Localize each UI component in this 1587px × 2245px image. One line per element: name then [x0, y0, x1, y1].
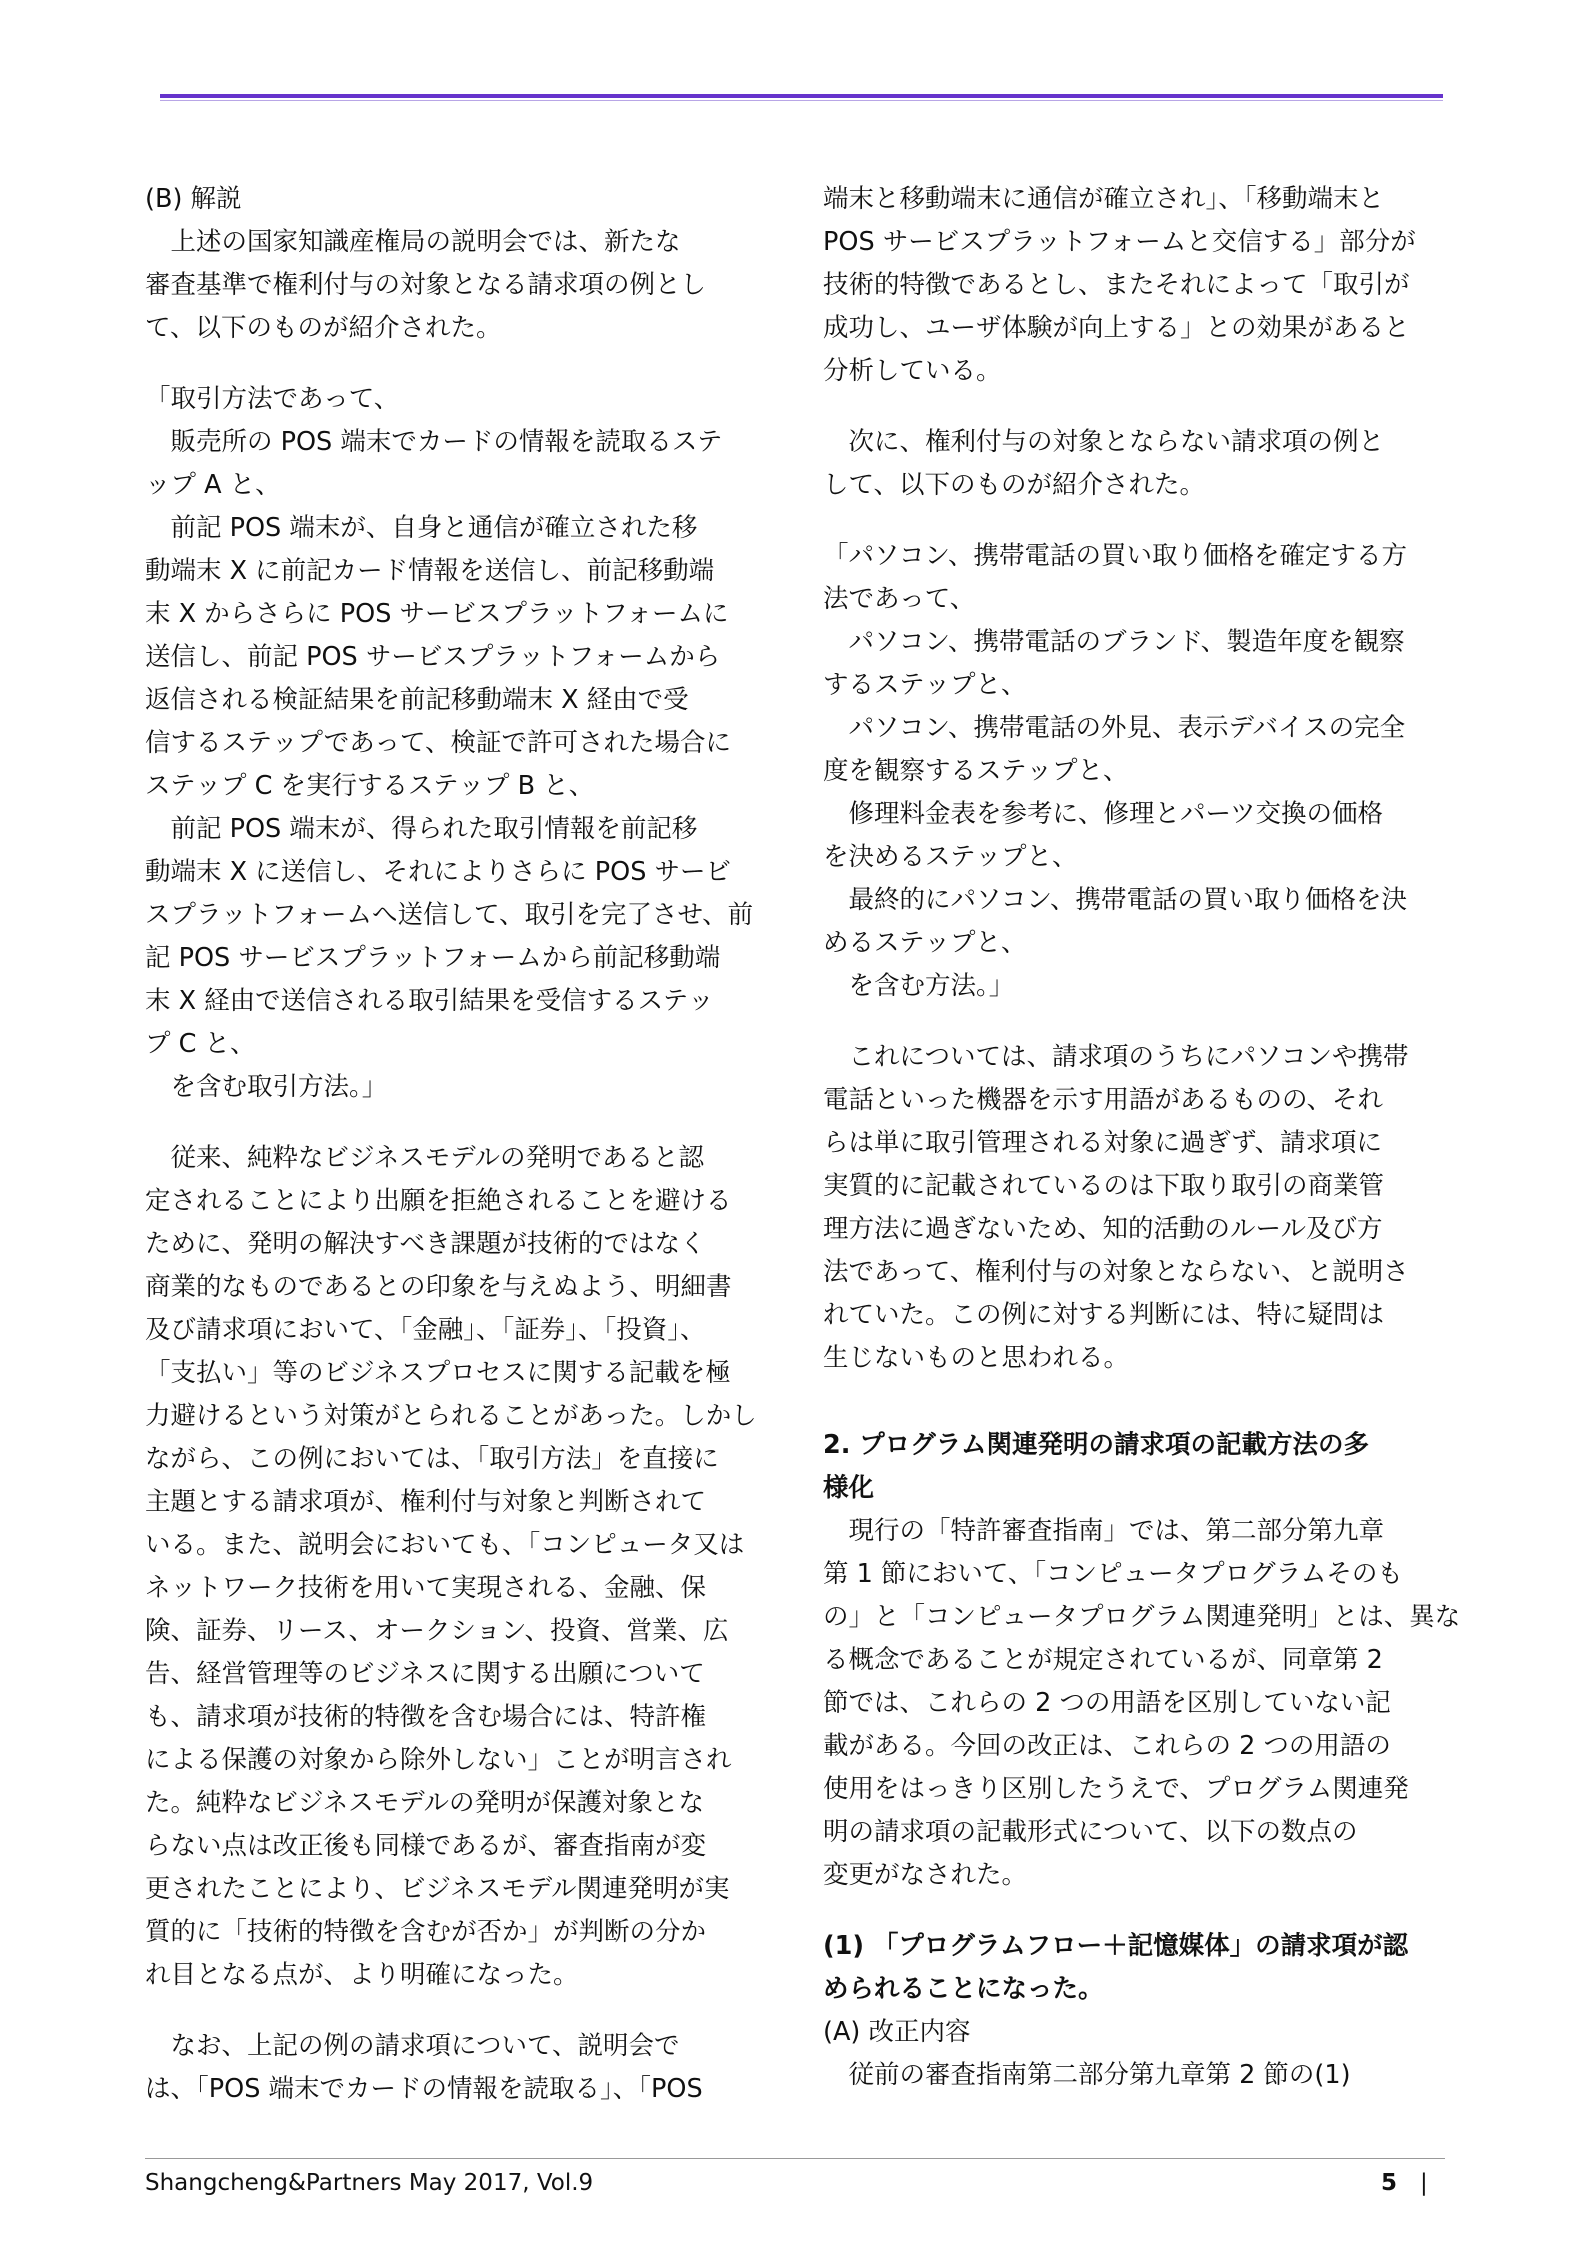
paragraph-line: ために、発明の解決すべき課題が技術的ではなく	[145, 1229, 706, 1259]
paragraph-line: 審査基準で権利付与の対象となる請求項の例とし	[145, 270, 707, 300]
claim-line: を含む取引方法。」	[145, 1072, 388, 1102]
paragraph-line: これについては、請求項のうちにパソコンや携帯	[823, 1042, 1409, 1072]
paragraph-line: 成功し、ユーザ体験が向上する」との効果があると	[823, 313, 1410, 343]
section-heading: (B) 解説	[145, 184, 242, 214]
page-number: 5	[1381, 2170, 1398, 2196]
claim-line: 販売所の POS 端末でカードの情報を読取るステ	[145, 427, 723, 457]
footer-separator: |	[1420, 2170, 1428, 2196]
subsection-heading: められることになった。	[823, 1974, 1104, 2004]
paragraph-line: 険、証券、リース、オークション、投資、営業、広	[145, 1616, 729, 1646]
paragraph-line: 載がある。今回の改正は、これらの 2 つの用語の	[823, 1731, 1391, 1761]
paragraph-line: 理方法に過ぎないため、知的活動のルール及び方	[823, 1214, 1383, 1244]
claim-line: 「取引方法であって、	[145, 384, 400, 414]
right-column	[823, 178, 1461, 2097]
subsection-heading: (1) 「プログラムフロー＋記憶媒体」の請求項が認	[823, 1931, 1409, 1961]
paragraph-line: 使用をはっきり区別したうえで、プログラム関連発	[823, 1774, 1409, 1804]
left-column	[145, 178, 765, 2111]
paragraph-line: 明の請求項の記載形式について、以下の数点の	[823, 1817, 1358, 1847]
paragraph-line: 更されたことにより、ビジネスモデル関連発明が実	[145, 1874, 730, 1904]
paragraph-line: も、請求項が技術的特徴を含む場合には、特許権	[145, 1702, 707, 1732]
paragraph-line: 第 1 節において、「コンピュータプログラムそのも	[823, 1559, 1403, 1589]
subsection-heading: (A) 改正内容	[823, 2017, 971, 2047]
claim-line: 度を観察するステップと、	[823, 756, 1129, 786]
paragraph-line: 端末と移動端末に通信が確立され」、「移動端末と	[823, 184, 1385, 214]
claim-line: 末 X からさらに POS サービスプラットフォームに	[145, 599, 729, 629]
paragraph-line: は、「POS 端末でカードの情報を読取る」、「POS	[145, 2074, 703, 2104]
paragraph-line: て、以下のものが紹介された。	[145, 313, 502, 343]
paragraph-line: による保護の対象から除外しない」ことが明言され	[145, 1745, 732, 1775]
paragraph-line: の」と「コンピュータプログラム関連発明」とは、異な	[823, 1602, 1461, 1632]
footer-publication: Shangcheng&Partners May 2017, Vol.9	[145, 2170, 594, 2196]
paragraph-line: 質的に「技術的特徴を含むが否か」が判断の分か	[145, 1917, 707, 1947]
claim-line: ップ A と、	[145, 470, 281, 500]
paragraph-line: 従来、純粋なビジネスモデルの発明であると認	[145, 1143, 704, 1173]
paragraph-line: 分析している。	[823, 356, 1002, 386]
paragraph-line: 節では、これらの 2 つの用語を区別していない記	[823, 1688, 1391, 1718]
section-heading: 2. プログラム関連発明の請求項の記載方法の多	[823, 1430, 1370, 1460]
claim-line: するステップと、	[823, 670, 1027, 700]
paragraph-line: る概念であることが規定されているが、同章第 2	[823, 1645, 1383, 1675]
header-rule	[160, 94, 1443, 98]
paragraph-line: れ目となる点が、より明確になった。	[145, 1960, 579, 1990]
claim-line: 法であって、	[823, 584, 976, 614]
section-heading: 様化	[823, 1473, 875, 1503]
claim-line: 最終的にパソコン、携帯電話の買い取り価格を決	[823, 885, 1407, 915]
claim-line: 前記 POS 端末が、自身と通信が確立された移	[145, 513, 698, 543]
claim-line: パソコン、携帯電話のブランド、製造年度を観察	[823, 627, 1405, 657]
paragraph-line: いる。また、説明会においても、「コンピュータ又は	[145, 1530, 745, 1560]
paragraph-line: 電話といった機器を示す用語があるものの、それ	[823, 1085, 1383, 1115]
paragraph-line: 定されることにより出願を拒絶されることを避ける	[145, 1186, 732, 1216]
claim-line: 前記 POS 端末が、得られた取引情報を前記移	[145, 814, 698, 844]
paragraph-line: ネットワーク技術を用いて実現される、金融、保	[145, 1573, 707, 1603]
footer-rule	[145, 2158, 1445, 2159]
paragraph-line: 現行の「特許審査指南」では、第二部分第九章	[823, 1516, 1385, 1546]
paragraph-line: 及び請求項において、「金融」、「証券」、「投資」、	[145, 1315, 706, 1345]
claim-line: 返信される検証結果を前記移動端末 X 経由で受	[145, 685, 689, 715]
paragraph-line: れていた。この例に対する判断には、特に疑問は	[823, 1300, 1385, 1330]
paragraph-line: 法であって、権利付与の対象とならない、と説明さ	[823, 1257, 1409, 1287]
paragraph-line: 上述の国家知識産権局の説明会では、新たな	[145, 227, 681, 257]
paragraph-line: 生じないものと思われる。	[823, 1343, 1130, 1373]
paragraph-line: 告、経営管理等のビジネスに関する出願について	[145, 1659, 705, 1689]
claim-line: パソコン、携帯電話の外見、表示デバイスの完全	[823, 713, 1406, 743]
paragraph-line: らは単に取引管理される対象に過ぎず、請求項に	[823, 1128, 1382, 1158]
paragraph-line: なお、上記の例の請求項について、説明会で	[145, 2031, 680, 2061]
paragraph-line: 実質的に記載されているのは下取り取引の商業管	[823, 1171, 1385, 1201]
claim-line: めるステップと、	[823, 928, 1027, 958]
paragraph-line: 技術的特徴であるとし、またそれによって「取引が	[823, 270, 1410, 300]
claim-line: ステップ C を実行するステップ B と、	[145, 771, 595, 801]
paragraph-line: た。純粋なビジネスモデルの発明が保護対象とな	[145, 1788, 704, 1818]
claim-line: を含む方法。」	[823, 971, 1015, 1001]
header-rule-shadow	[160, 100, 1443, 101]
paragraph-line: ながら、この例においては、「取引方法」を直接に	[145, 1444, 719, 1474]
claim-line: スプラットフォームへ送信して、取引を完了させ、前	[145, 900, 754, 930]
paragraph-line: 変更がなされた。	[823, 1860, 1028, 1890]
claim-line: 動端末 X に前記カード情報を送信し、前記移動端	[145, 556, 715, 586]
claim-line: 送信し、前記 POS サービスプラットフォームから	[145, 642, 721, 672]
paragraph-line: して、以下のものが紹介された。	[823, 470, 1205, 500]
claim-line: 末 X 経由で送信される取引結果を受信するステッ	[145, 986, 714, 1016]
paragraph-line: 主題とする請求項が、権利付与対象と判断されて	[145, 1487, 707, 1517]
paragraph-line: 従前の審査指南第二部分第九章第 2 節の(1)	[823, 2060, 1351, 2090]
paragraph-line: 次に、権利付与の対象とならない請求項の例と	[823, 427, 1385, 457]
claim-line: を決めるステップと、	[823, 842, 1078, 872]
paragraph-line: 「支払い」等のビジネスプロセスに関する記載を極	[145, 1358, 731, 1388]
claim-line: 記 POS サービスプラットフォームから前記移動端	[145, 943, 721, 973]
claim-line: 「パソコン、携帯電話の買い取り価格を確定する方	[823, 541, 1407, 571]
paragraph-line: らない点は改正後も同様であるが、審査指南が変	[145, 1831, 707, 1861]
paragraph-line: 商業的なものであるとの印象を与えぬよう、明細書	[145, 1272, 732, 1302]
paragraph-line: POS サービスプラットフォームと交信する」部分が	[823, 227, 1416, 257]
claim-line: 信するステップであって、検証で許可された場合に	[145, 728, 731, 758]
claim-line: プ C と、	[145, 1029, 256, 1059]
claim-line: 動端末 X に送信し、それによりさらに POS サービ	[145, 857, 732, 887]
claim-line: 修理料金表を参考に、修理とパーツ交換の価格	[823, 799, 1383, 829]
paragraph-line: 力避けるという対策がとられることがあった。しかし	[145, 1401, 757, 1431]
